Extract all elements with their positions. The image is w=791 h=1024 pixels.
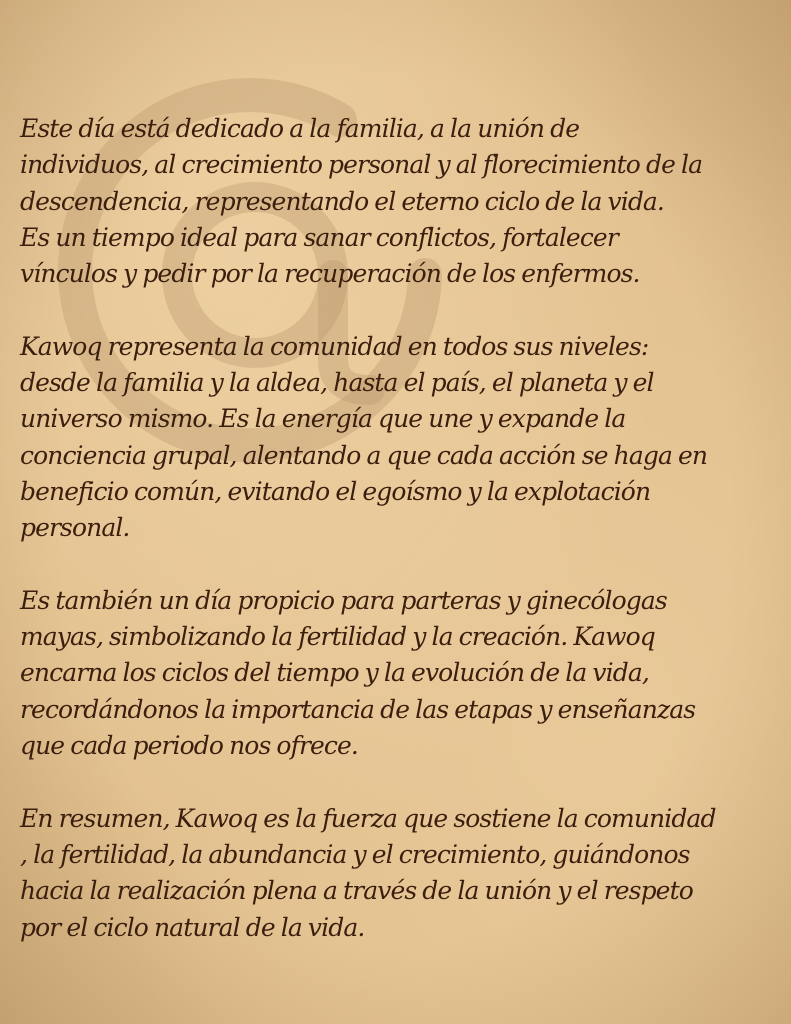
paragraph-4: [20, 801, 790, 946]
text-line: universo mismo. Es la energía que une y expande la: [20, 404, 626, 434]
text-line: Es un tiempo ideal para sanar conflictos, fortalecer: [20, 222, 618, 252]
text-line: hacia la realización plena a través de la unión y el respeto: [20, 876, 693, 906]
paragraph-1: [20, 111, 790, 292]
text-line: En resumen, Kawoq es la fuerza que sostiene la comunidad: [20, 803, 716, 833]
text-line: , la fertilidad, la abundancia y el crecimiento, guiándonos: [20, 839, 690, 869]
paragraph-3: [20, 583, 790, 764]
text-line: beneficio común, evitando el egoísmo y la explotación: [20, 476, 651, 506]
text-line: descendencia, representando el eterno ciclo de la vida.: [20, 186, 664, 216]
text-line: mayas, simbolizando la fertilidad y la creación. Kawoq: [20, 622, 655, 652]
text-line: que cada periodo nos ofrece.: [20, 731, 358, 761]
text-line: individuos, al crecimiento personal y al florecimiento de la: [20, 150, 703, 180]
text-line: Este día está dedicado a la familia, a la unión de: [20, 114, 580, 143]
text-line: Kawoq representa la comunidad en todos sus niveles:: [20, 331, 649, 361]
text-line: por el ciclo natural de la vida.: [20, 912, 365, 942]
text-line: conciencia grupal, alentando a que cada acción se haga en: [20, 440, 708, 470]
paragraph-2: [20, 329, 790, 547]
text-line: vínculos y pedir por la recuperación de los enfermos.: [20, 259, 640, 289]
text-line: desde la familia y la aldea, hasta el país, el planeta y el: [20, 368, 654, 398]
text-line: encarna los ciclos del tiempo y la evolución de la vida,: [20, 658, 649, 688]
text-line: personal.: [20, 513, 130, 543]
text-line: Es también un día propicio para parteras y ginecólogas: [20, 585, 667, 615]
text-block: [20, 111, 790, 946]
text-line: recordándonos la importancia de las etapas y enseñanzas: [20, 694, 696, 724]
